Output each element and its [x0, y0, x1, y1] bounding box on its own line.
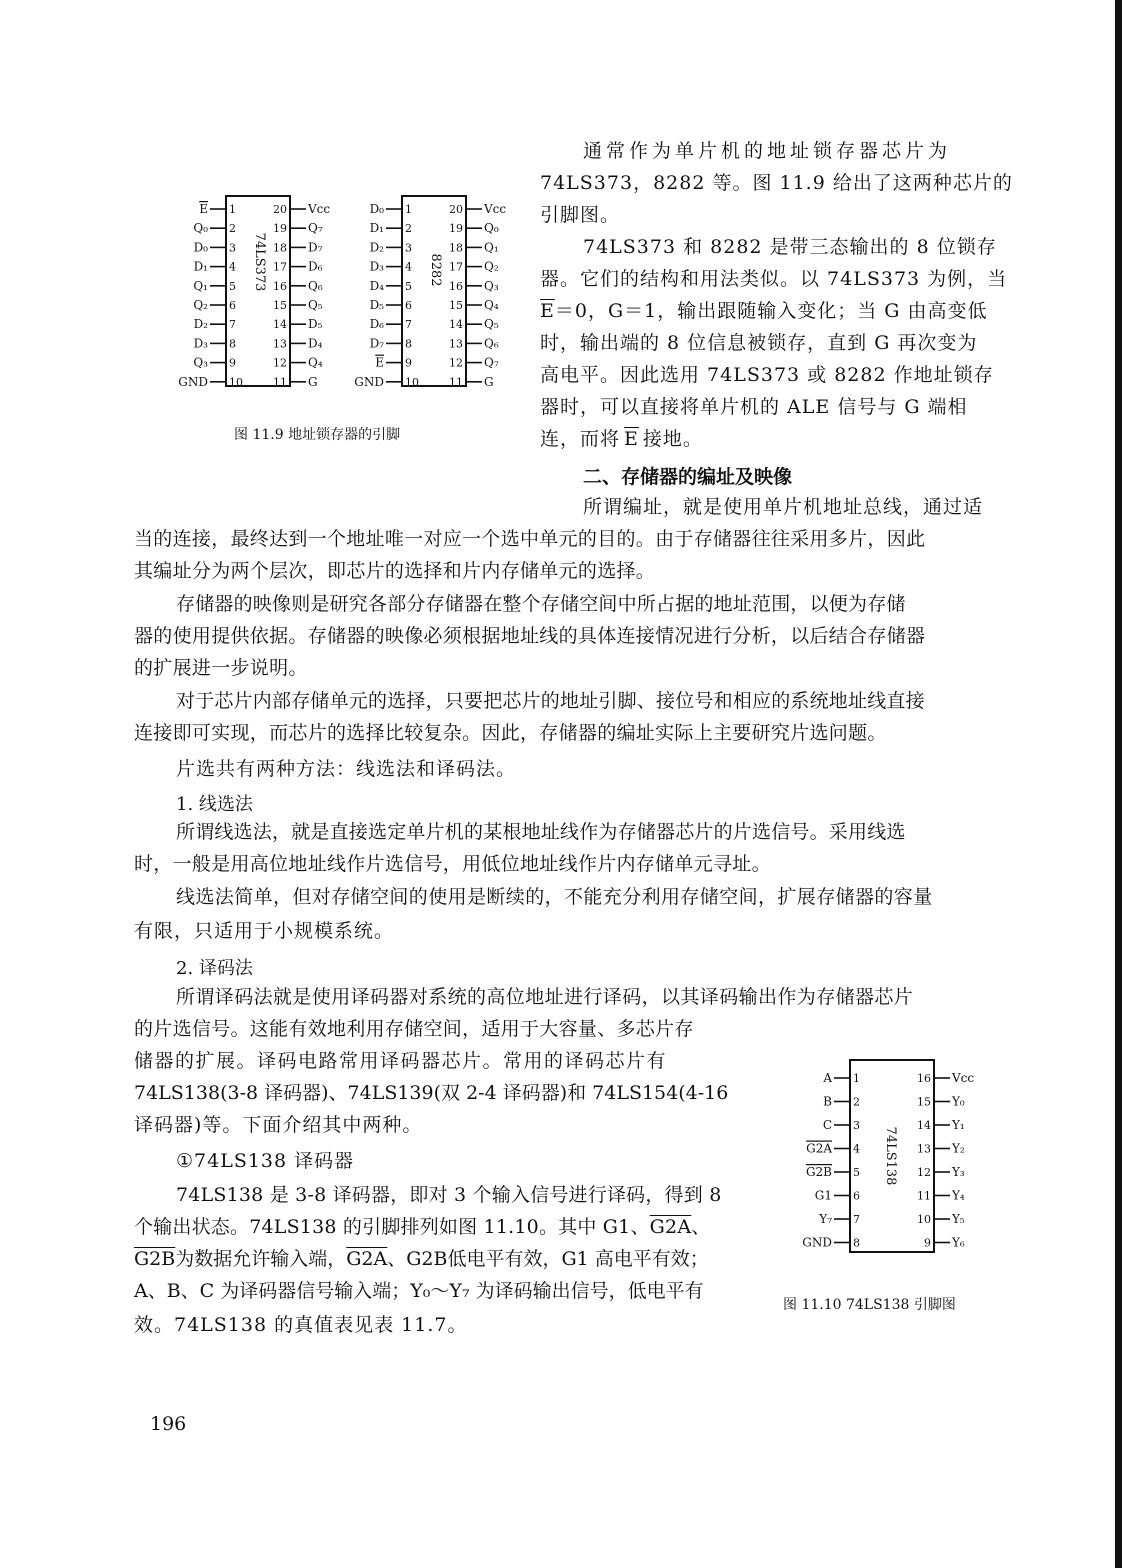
chip-74ls373-pin-num-right-6: 15 — [273, 299, 287, 312]
chip-74ls373-pin-num-right-8: 13 — [273, 337, 287, 351]
para-4-line-3: 的扩展进一步说明。 — [134, 657, 308, 679]
chip-74ls373-pin-label-right-7: D₅ — [308, 317, 323, 332]
chip-74ls373-pin-num-left-5: 5 — [229, 279, 236, 293]
chip-8282-pin-num-right-2: 19 — [449, 222, 463, 236]
chip-74ls138-pin-num-right-7: 10 — [917, 1213, 931, 1226]
chip-8282-pin-label-left-4: D₃ — [369, 259, 384, 274]
para-9-line-4: 74LS138(3-8 译码器)、74LS139(双 2-4 译码器)和 74LS154(4-16 — [134, 1082, 729, 1104]
chip-8282-pin-label-right-10: G — [484, 374, 494, 389]
chip-8282-pin-num-right-3: 18 — [449, 241, 463, 255]
g2b-bar-1: G2B — [134, 1248, 176, 1270]
chip-74ls373-pin-label-right-4: D₆ — [308, 259, 323, 274]
chip-8282-pin-label-right-7: Q₅ — [484, 317, 499, 332]
chip-74ls138-pin-label-right-7: Y₅ — [952, 1212, 965, 1226]
chip-8282-pin-label-left-5: D₄ — [369, 278, 384, 293]
chip-8282-pin-num-right-10: 11 — [449, 375, 463, 389]
chip-74ls138-pin-label-right-5: Y₃ — [952, 1165, 965, 1179]
chip-8282-pins — [354, 202, 506, 389]
chip-74ls138-pin-num-right-4: 13 — [917, 1142, 931, 1156]
chip-74ls138-pin-label-right-8: Y₆ — [952, 1235, 965, 1250]
chip-74ls138-pin-label-right-4: Y₂ — [952, 1141, 965, 1156]
chip-74ls373-pin-label-right-6: Q₅ — [308, 298, 323, 312]
section-title: 二、存储器的编址及映像 — [583, 466, 793, 488]
chip-74ls373-pin-label-left-2: Q₀ — [193, 221, 208, 236]
chip-74ls138-pin-label-left-3: C — [822, 1118, 832, 1132]
para-9-line-5: 译码器)等。下面介绍其中两种。 — [134, 1114, 423, 1136]
chip-74ls373-pin-label-right-10: G — [308, 374, 318, 389]
chip-8282-pin-num-left-5: 5 — [405, 279, 412, 293]
chip-74ls373-pin-num-right-4: 17 — [273, 260, 287, 274]
chip-74ls373-pin-num-right-1: 20 — [273, 203, 287, 216]
chip-74ls373-pin-num-right-9: 12 — [273, 356, 287, 370]
chip-8282-pin-num-right-1: 20 — [449, 203, 463, 216]
chip-74ls373-pin-label-left-7: D₂ — [193, 317, 208, 332]
chip-8282-pin-label-left-6: D₅ — [369, 298, 384, 312]
para-9-line-1: 所谓译码法就是使用译码器对系统的高位地址进行译码，以其译码输出作为存储器芯片 — [176, 986, 914, 1008]
chip-8282-pin-label-right-9: Q₇ — [484, 355, 499, 370]
para-1-line-2: 74LS373，8282 等。图 11.9 给出了这两种芯片的 — [540, 172, 1013, 194]
chip-74ls373-pin-label-left-1: E — [199, 202, 208, 216]
chip-74ls373-pin-label-left-6: Q₂ — [193, 298, 208, 312]
para-6-line-1: 片选共有两种方法：线选法和译码法。 — [176, 758, 517, 780]
para-5-line-2: 连接即可实现，而芯片的选择比较复杂。因此，存储器的编址实际上主要研究片选问题。 — [134, 722, 887, 744]
chip-8282-pin-num-left-2: 2 — [405, 222, 412, 236]
para-8-line-1: 线选法简单，但对存储空间的使用是断续的，不能充分利用存储空间，扩展存储器的容量 — [176, 886, 933, 908]
chip-74ls138-pin-label-left-5: G2B — [805, 1165, 832, 1179]
chip-74ls373-pin-num-right-7: 14 — [273, 318, 287, 332]
chip-74ls373-pin-num-left-10: 10 — [229, 375, 243, 389]
chip-8282-pin-num-left-7: 7 — [405, 318, 412, 332]
para-11-line-1: 74LS138 是 3-8 译码器，即对 3 个输入信号进行译码，得到 8 — [176, 1184, 722, 1206]
chip-74ls373-pin-label-right-3: D₇ — [308, 240, 323, 255]
para-10-line-1: ①74LS138 译码器 — [176, 1150, 355, 1172]
chip-74ls373-pin-num-left-1: 1 — [229, 203, 236, 216]
e-bar-symbol: $\overline{E}$ — [540, 300, 555, 322]
chip-74ls138-pin-num-left-8: 8 — [853, 1236, 860, 1250]
chip-74ls373-pin-label-right-8: D₄ — [308, 336, 323, 351]
chip-8282-pin-num-right-8: 13 — [449, 337, 463, 351]
chip-8282-pin-num-left-1: 1 — [405, 203, 412, 216]
chip-74ls373-pin-num-right-10: 11 — [273, 375, 287, 389]
chip-8282-pin-label-left-9: E — [375, 355, 384, 370]
para-11-line-2c: 、 — [691, 1216, 711, 1238]
chip-8282-pin-label-right-8: Q₆ — [484, 336, 499, 351]
para-1-line-3: 引脚图。 — [540, 204, 621, 226]
para-11-line-3b: 为数据允许输入端， — [175, 1248, 347, 1270]
para-3-line-3: 其编址分为两个层次，即芯片的选择和片内存储单元的选择。 — [134, 560, 656, 582]
chip-74ls138-pin-label-right-1: Vcc — [952, 1071, 975, 1085]
para-2-line-7 — [540, 424, 703, 454]
chip-8282-pin-label-left-7: D₆ — [369, 317, 384, 332]
para-11-line-2a: 个输出状态。74LS138 的引脚排列如图 11.10。其中 G1、 — [134, 1216, 650, 1238]
para-7-line-2: 时，一般是用高位地址线作片选信号，用低位地址线作片内存储单元寻址。 — [134, 853, 771, 875]
chip-8282 — [354, 196, 506, 389]
subsection-2-title: 2. 译码法 — [176, 958, 253, 979]
chip-74ls373-pin-num-left-7: 7 — [229, 318, 236, 332]
chip-74ls373-pin-num-right-3: 18 — [273, 241, 287, 255]
para-4-line-1: 存储器的映像则是研究各部分存储器在整个存储空间中所占据的地址范围，以便为存储 — [176, 593, 906, 615]
chip-74ls373-pin-label-left-5: Q₁ — [193, 278, 208, 293]
chip-74ls138-pin-num-right-5: 12 — [917, 1166, 931, 1179]
chip-74ls138-pin-label-left-6: G1 — [814, 1188, 832, 1203]
para-1-line-1: 通常作为单片机的地址锁存器芯片为 — [583, 140, 952, 162]
para-2-line-3 — [540, 296, 988, 326]
page-edge-bar — [1115, 0, 1122, 1568]
para-11-line-5: 效。74LS138 的真值表见表 11.7。 — [134, 1314, 468, 1336]
chip-74ls138-pin-num-left-5: 5 — [853, 1166, 860, 1179]
chip-74ls373-pin-num-left-6: 6 — [229, 299, 236, 312]
chip-74ls373-pin-num-right-2: 19 — [273, 222, 287, 236]
chip-8282-pin-num-left-8: 8 — [405, 337, 412, 351]
chip-8282-pin-label-right-6: Q₄ — [484, 298, 499, 312]
chip-74ls138-pin-num-right-6: 11 — [917, 1189, 931, 1203]
chip-74ls373-pin-num-right-5: 16 — [273, 279, 287, 293]
chip-74ls373-pin-num-left-3: 3 — [229, 241, 236, 255]
chip-8282-pin-num-right-7: 14 — [449, 318, 463, 332]
para-2-line-3-text: ＝0，G＝1，输出跟随输入变化；当 G 由高变低 — [554, 300, 988, 322]
para-9-line-2: 的片选信号。这能有效地利用存储空间，适用于大容量、多芯片存 — [134, 1018, 694, 1040]
g2a-bar-1: G2A — [649, 1216, 692, 1238]
para-11-line-2 — [134, 1212, 710, 1242]
chip-8282-pin-num-left-6: 6 — [405, 299, 412, 312]
chip-74ls373-pin-num-left-9: 9 — [229, 356, 236, 370]
chip-8282-pin-num-left-10: 10 — [405, 375, 419, 389]
chip-8282-pin-num-right-5: 16 — [449, 279, 463, 293]
figure-11-9-latch-pinout — [170, 192, 510, 397]
para-11-line-3 — [134, 1244, 709, 1274]
chip-74ls373-label: 74LS373 — [252, 232, 267, 292]
chip-74ls373-pin-label-right-1: Vcc — [308, 202, 331, 216]
chip-74ls138-pin-num-right-2: 15 — [917, 1095, 931, 1109]
chip-74ls138-pin-num-left-4: 4 — [853, 1142, 860, 1156]
chip-74ls138-pin-num-left-6: 6 — [853, 1189, 860, 1203]
chip-74ls373-pin-label-right-2: Q₇ — [308, 221, 323, 236]
chip-74ls373-pin-label-left-8: D₃ — [193, 336, 208, 351]
subsection-1-title: 1. 线选法 — [176, 794, 253, 815]
chip-74ls373-pin-label-right-9: Q₄ — [308, 355, 323, 370]
chip-74ls373-pin-label-right-5: Q₆ — [308, 278, 323, 293]
para-5-line-1: 对于芯片内部存储单元的选择，只要把芯片的地址引脚、接位号和相应的系统地址线直接 — [176, 690, 925, 712]
chip-74ls138-pin-label-right-2: Y₀ — [952, 1094, 965, 1109]
chip-8282-pin-label-right-2: Q₀ — [484, 221, 499, 236]
chip-8282-pin-num-right-9: 12 — [449, 356, 463, 370]
para-3-line-1: 所谓编址，就是使用单片机地址总线，通过适 — [583, 496, 984, 518]
page-number: 196 — [150, 1413, 187, 1435]
e-bar-symbol-2: $\overline{E}$ — [624, 428, 639, 450]
para-2-line-7b: 接地。 — [642, 428, 703, 450]
para-2-line-6: 器时，可以直接将单片机的 ALE 信号与 G 端相 — [540, 396, 968, 418]
para-7-line-1: 所谓线选法，就是直接选定单片机的某根地址线作为存储器芯片的片选信号。采用线选 — [176, 821, 906, 843]
chip-74ls138-pin-num-left-3: 3 — [853, 1119, 860, 1132]
chip-8282-pin-label-right-3: Q₁ — [484, 240, 499, 255]
chip-74ls138-pin-num-left-7: 7 — [853, 1213, 860, 1226]
para-2-line-2: 器。它们的结构和用法类似。以 74LS373 为例，当 — [540, 268, 1008, 290]
chip-74ls373-pin-num-left-8: 8 — [229, 337, 236, 351]
chip-74ls138-pin-label-left-7: Y₇ — [819, 1212, 832, 1226]
chip-74ls373 — [178, 196, 330, 389]
figure-11-9-caption: 图 11.9 地址锁存器的引脚 — [234, 427, 401, 443]
chip-74ls373-pin-label-left-4: D₁ — [193, 259, 208, 274]
chip-8282-label: 8282 — [428, 253, 443, 287]
chip-74ls138-pin-label-left-1: A — [823, 1071, 832, 1085]
chip-8282-pin-label-right-5: Q₃ — [484, 278, 499, 293]
para-2-line-4: 时，输出端的 8 位信息被锁存，直到 G 再次变为 — [540, 332, 978, 354]
chip-8282-pin-label-left-2: D₁ — [369, 221, 384, 236]
chip-8282-pin-label-right-4: Q₂ — [484, 259, 499, 274]
chip-74ls138-label: 74LS138 — [883, 1126, 898, 1186]
para-9-line-3: 储器的扩展。译码电路常用译码器芯片。常用的译码芯片有 — [134, 1050, 668, 1072]
chip-8282-pin-label-left-3: D₂ — [369, 240, 384, 255]
figure-11-10-caption: 图 11.10 74LS138 引脚图 — [783, 1297, 956, 1313]
chip-8282-pin-label-left-1: D₀ — [369, 202, 384, 216]
para-2-line-7a: 连，而将 — [540, 428, 621, 450]
g2a-bar-2: G2A — [346, 1248, 388, 1270]
chip-74ls373-pin-label-left-9: Q₃ — [193, 355, 208, 370]
para-2-line-1: 74LS373 和 8282 是带三态输出的 8 位锁存 — [583, 236, 997, 258]
chip-8282-pin-label-left-8: D₇ — [369, 336, 384, 351]
chip-74ls373-pin-num-left-2: 2 — [229, 222, 236, 236]
chip-8282-pin-num-right-6: 15 — [449, 299, 463, 312]
chip-74ls138-pin-num-left-2: 2 — [853, 1095, 860, 1109]
chip-8282-pin-label-left-10: GND — [354, 374, 384, 389]
para-8-line-2: 有限，只适用于小规模系统。 — [134, 920, 395, 942]
para-2-line-5: 高电平。因此选用 74LS373 或 8282 作地址锁存 — [540, 364, 994, 386]
chip-74ls138-pin-label-left-2: B — [823, 1094, 832, 1109]
chip-74ls138-pin-label-right-6: Y₄ — [952, 1188, 965, 1203]
chip-8282-pin-num-left-4: 4 — [405, 260, 412, 274]
chip-8282-pin-num-left-3: 3 — [405, 241, 412, 255]
chip-74ls373-pins — [178, 202, 330, 389]
figure-11-10-74ls138-pinout — [786, 1058, 1001, 1258]
chip-8282-pin-label-right-1: Vcc — [484, 202, 507, 216]
para-11-line-3d: 、G2B低电平有效，G1 高电平有效； — [387, 1248, 709, 1270]
chip-74ls138-pin-num-right-8: 9 — [924, 1236, 931, 1250]
chip-74ls373-pin-label-left-10: GND — [178, 374, 208, 389]
chip-74ls373-pin-label-left-3: D₀ — [193, 240, 208, 255]
chip-8282-pin-num-right-4: 17 — [449, 260, 463, 274]
chip-74ls138-pin-num-right-1: 16 — [917, 1072, 931, 1085]
chip-74ls138-pin-label-left-8: GND — [802, 1235, 832, 1250]
para-11-line-4: A、B、C 为译码器信号输入端；Y₀～Y₇ 为译码输出信号，低电平有 — [134, 1280, 704, 1302]
para-3-line-2: 当的连接，最终达到一个地址唯一对应一个选中单元的目的。由于存储器往往采用多片，因此 — [134, 528, 926, 550]
chip-8282-pin-num-left-9: 9 — [405, 356, 412, 370]
chip-74ls138-pin-label-left-4: G2A — [806, 1141, 832, 1156]
chip-74ls138-pin-label-right-3: Y₁ — [952, 1118, 965, 1132]
chip-74ls138-pin-num-left-1: 1 — [853, 1072, 860, 1085]
para-4-line-2: 器的使用提供依据。存储器的映像必须根据地址线的具体连接情况进行分析，以后结合存储器 — [134, 625, 926, 647]
chip-74ls373-pin-num-left-4: 4 — [229, 260, 236, 274]
chip-74ls138-pin-num-right-3: 14 — [917, 1119, 931, 1132]
